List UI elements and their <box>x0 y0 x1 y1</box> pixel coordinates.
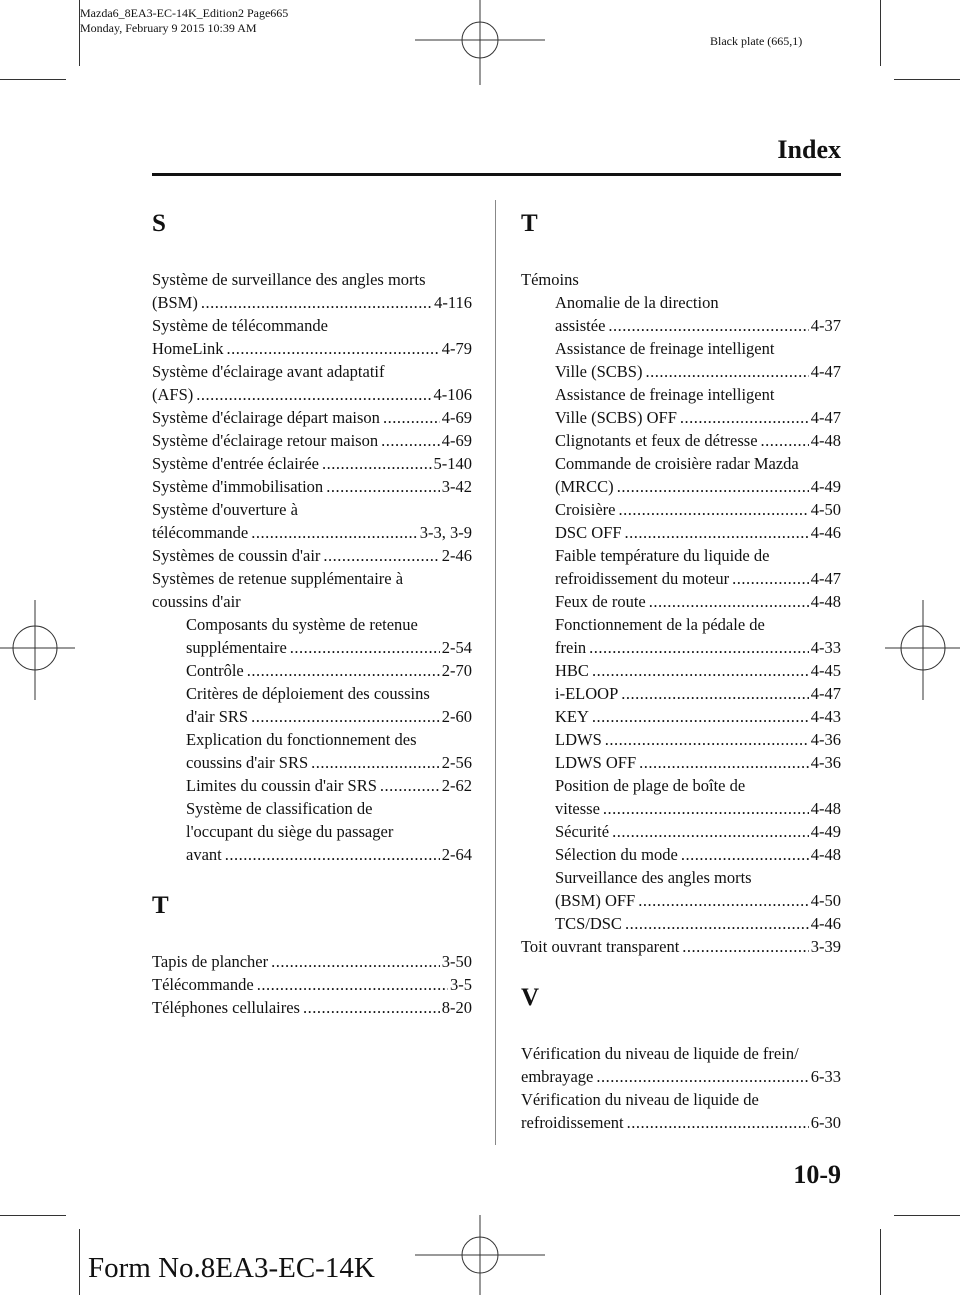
index-entry <box>521 843 841 866</box>
page-reference: 4-45 <box>810 661 841 680</box>
page-reference: 2-60 <box>441 707 472 726</box>
entry-row <box>521 1065 841 1088</box>
index-entry <box>521 1088 841 1134</box>
page-reference: 4-79 <box>441 339 472 358</box>
page-reference: 4-69 <box>441 431 472 450</box>
entry-text: LDWS OFF <box>555 753 637 772</box>
entry-text: TCS/DSC <box>555 914 622 933</box>
entry-row <box>521 935 841 958</box>
leader-dots <box>251 521 418 544</box>
page-reference: 4-50 <box>810 500 841 519</box>
leader-dots <box>645 360 808 383</box>
entry-row <box>555 360 841 383</box>
index-entry <box>152 544 472 567</box>
page-reference: 3-42 <box>441 477 472 496</box>
entry-row <box>555 498 841 521</box>
entry-text: Surveillance des angles morts <box>555 868 752 887</box>
entry-text: Ville (SCBS) OFF <box>555 408 677 427</box>
leader-dots <box>326 475 440 498</box>
page-reference: 3-50 <box>441 952 472 971</box>
section-letter: T <box>521 210 538 237</box>
leader-dots <box>311 751 440 774</box>
entry-text: embrayage <box>521 1067 594 1086</box>
crop-mark <box>79 0 80 66</box>
page-reference: 4-49 <box>810 822 841 841</box>
entry-row <box>555 659 841 682</box>
page-reference: 4-48 <box>810 845 841 864</box>
index-entry <box>521 1042 841 1088</box>
index-entry <box>152 613 472 659</box>
leader-dots <box>596 1065 808 1088</box>
registration-mark-bottom <box>415 1215 545 1295</box>
entry-text: Clignotants et feux de détresse <box>555 431 758 450</box>
leader-dots <box>627 1111 809 1134</box>
entry-text: Vérification du niveau de liquide de frein/ <box>521 1044 799 1063</box>
entry-text: Systèmes de coussin d'air <box>152 546 321 565</box>
entry-row <box>152 406 472 429</box>
entry-row <box>555 912 841 935</box>
page-number: 10-9 <box>793 1160 841 1189</box>
entry-text: Sécurité <box>555 822 610 841</box>
entry-row <box>152 429 472 452</box>
index-entry <box>521 935 841 958</box>
entry-text: d'air SRS <box>186 707 249 726</box>
page-reference: 4-33 <box>810 638 841 657</box>
entry-text: Système d'éclairage départ maison <box>152 408 380 427</box>
entry-text: Anomalie de la direction <box>555 293 719 312</box>
entry-row <box>555 682 841 705</box>
leader-dots <box>621 682 809 705</box>
entry-row <box>152 544 472 567</box>
entry-text: Feux de route <box>555 592 646 611</box>
index-entry <box>152 567 472 613</box>
entry-row <box>555 728 841 751</box>
leader-dots <box>592 705 809 728</box>
entry-text: Assistance de freinage intelligent <box>555 385 775 404</box>
index-entry <box>521 383 841 429</box>
entry-text: Explication du fonctionnement des <box>186 730 417 749</box>
entry-text: frein <box>555 638 587 657</box>
leader-dots <box>680 406 809 429</box>
entry-row <box>555 314 841 337</box>
leader-dots <box>290 636 440 659</box>
entry-text: Vérification du niveau de liquide de <box>521 1090 759 1109</box>
index-entry <box>521 452 841 498</box>
entry-text: LDWS <box>555 730 602 749</box>
entry-text: refroidissement du moteur <box>555 569 730 588</box>
entry-text: Systèmes de retenue supplémentaire à <box>152 569 404 588</box>
entry-row <box>555 889 841 912</box>
registration-mark-left <box>0 600 75 700</box>
entry-row <box>152 337 472 360</box>
page-reference: 4-47 <box>810 684 841 703</box>
leader-dots <box>257 973 448 996</box>
entry-row <box>152 521 472 544</box>
leader-dots <box>592 659 809 682</box>
entry-row <box>152 383 472 406</box>
entry-text: coussins d'air SRS <box>186 753 309 772</box>
index-column-left <box>152 212 472 1019</box>
leader-dots <box>383 406 440 429</box>
index-entry <box>521 498 841 521</box>
page-reference: 4-37 <box>810 316 841 335</box>
entry-text: Système de classification de <box>186 799 373 818</box>
page-reference: 8-20 <box>441 998 472 1017</box>
entry-text: Système de télécommande <box>152 316 328 335</box>
entry-text: Système de surveillance des angles morts <box>152 270 426 289</box>
entry-text: KEY <box>555 707 589 726</box>
running-header: Index <box>777 135 841 164</box>
entry-group-t <box>521 268 841 958</box>
entry-text: HBC <box>555 661 589 680</box>
file-name-line: Mazda6_8EA3-EC-14K_Edition2 Page665 <box>80 6 289 20</box>
entry-row <box>555 797 841 820</box>
entry-text: (BSM) <box>152 293 198 312</box>
entry-text: Composants du système de retenue <box>186 615 418 634</box>
page-reference: 3-39 <box>810 937 841 956</box>
entry-text: Faible température du liquide de <box>555 546 770 565</box>
leader-dots <box>612 820 809 843</box>
leader-dots <box>247 659 440 682</box>
page-reference: 4-36 <box>810 730 841 749</box>
page-reference: 4-47 <box>810 362 841 381</box>
index-entry <box>152 797 472 866</box>
leader-dots <box>603 797 809 820</box>
entry-text: Témoins <box>521 270 579 289</box>
plate-label: Black plate (665,1) <box>710 34 803 48</box>
registration-mark-top <box>415 0 545 90</box>
index-entry <box>152 682 472 728</box>
index-entry <box>152 429 472 452</box>
header-rule <box>152 173 841 176</box>
page-reference: 4-48 <box>810 592 841 611</box>
leader-dots <box>225 843 440 866</box>
leader-dots <box>589 636 809 659</box>
entry-row <box>555 429 841 452</box>
entry-text: l'occupant du siège du passager <box>186 822 394 841</box>
page-reference: 4-49 <box>810 477 841 496</box>
entry-text: supplémentaire <box>186 638 287 657</box>
entry-row <box>152 291 472 314</box>
page-reference: 4-46 <box>810 914 841 933</box>
page-reference: 4-69 <box>441 408 472 427</box>
page-reference: 2-56 <box>441 753 472 772</box>
form-number: Form No.8EA3-EC-14K <box>88 1252 375 1284</box>
leader-dots <box>618 498 808 521</box>
crop-mark <box>894 1215 960 1216</box>
leader-dots <box>625 521 809 544</box>
index-entry <box>152 452 472 475</box>
index-entry <box>521 268 841 291</box>
leader-dots <box>251 705 440 728</box>
entry-text: Télécommande <box>152 975 254 994</box>
leader-dots <box>617 475 809 498</box>
leader-dots <box>322 452 432 475</box>
page-reference: 2-70 <box>441 661 472 680</box>
page-reference: 4-36 <box>810 753 841 772</box>
crop-mark <box>79 1229 80 1295</box>
entry-text: avant <box>186 845 222 864</box>
entry-row <box>521 1111 841 1134</box>
leader-dots <box>271 950 440 973</box>
leader-dots <box>681 843 809 866</box>
leader-dots <box>608 314 808 337</box>
entry-row <box>555 567 841 590</box>
page-reference: 2-64 <box>441 845 472 864</box>
entry-row <box>555 590 841 613</box>
entry-text: coussins d'air <box>152 592 241 611</box>
page-reference: 4-47 <box>810 569 841 588</box>
index-entry <box>521 659 841 682</box>
index-entry <box>152 475 472 498</box>
entry-text: Tapis de plancher <box>152 952 269 971</box>
index-entry <box>521 820 841 843</box>
index-entry <box>521 705 841 728</box>
entry-text: vitesse <box>555 799 600 818</box>
entry-row <box>186 843 472 866</box>
index-entry <box>521 774 841 820</box>
page-reference: 2-54 <box>441 638 472 657</box>
leader-dots <box>227 337 440 360</box>
entry-row <box>555 406 841 429</box>
page-reference: 4-48 <box>810 431 841 450</box>
index-entry <box>152 774 472 797</box>
index-entry <box>521 751 841 774</box>
entry-text: (MRCC) <box>555 477 614 496</box>
entry-text: assistée <box>555 316 606 335</box>
page-reference: 3-5 <box>450 975 472 994</box>
section-letter: S <box>152 210 166 237</box>
index-entry <box>521 613 841 659</box>
index-entry <box>521 429 841 452</box>
page-reference: 4-48 <box>810 799 841 818</box>
section-letter: V <box>521 984 540 1011</box>
entry-row <box>555 636 841 659</box>
page-reference: 2-62 <box>441 776 472 795</box>
entry-row <box>152 996 472 1019</box>
page-reference: 4-50 <box>810 891 841 910</box>
registration-mark-right <box>885 600 960 700</box>
entry-text: Croisière <box>555 500 616 519</box>
entry-row <box>152 452 472 475</box>
index-entry <box>152 950 472 973</box>
entry-text: HomeLink <box>152 339 224 358</box>
index-entry <box>152 996 472 1019</box>
leader-dots <box>323 544 439 567</box>
entry-text: Commande de croisière radar Mazda <box>555 454 799 473</box>
entry-text: Système d'éclairage retour maison <box>152 431 379 450</box>
entry-row <box>555 475 841 498</box>
entry-row <box>152 475 472 498</box>
index-entry <box>521 728 841 751</box>
entry-text: Système d'éclairage avant adaptatif <box>152 362 385 381</box>
page-reference: 4-46 <box>810 523 841 542</box>
leader-dots <box>303 996 440 1019</box>
entry-text: télécommande <box>152 523 249 542</box>
index-entry <box>521 590 841 613</box>
file-info <box>80 6 288 36</box>
index-entry <box>152 406 472 429</box>
index-entry <box>152 498 472 544</box>
entry-row <box>152 950 472 973</box>
crop-mark <box>0 79 66 80</box>
index-entry <box>521 866 841 912</box>
crop-mark <box>880 0 881 66</box>
page-reference: 4-47 <box>810 408 841 427</box>
entry-text: Ville (SCBS) <box>555 362 643 381</box>
leader-dots <box>196 383 431 406</box>
entry-group-v <box>521 1042 841 1134</box>
crop-mark <box>880 1229 881 1295</box>
page-reference: 2-46 <box>441 546 472 565</box>
column-divider <box>495 200 496 1145</box>
entry-text: i-ELOOP <box>555 684 619 703</box>
entry-text: refroidissement <box>521 1113 624 1132</box>
entry-row <box>186 636 472 659</box>
page-reference: 4-106 <box>433 385 472 404</box>
leader-dots <box>201 291 432 314</box>
entry-text: Fonctionnement de la pédale de <box>555 615 765 634</box>
entry-row <box>555 751 841 774</box>
page-reference: 3-3, 3-9 <box>419 523 472 542</box>
entry-row <box>186 705 472 728</box>
page-reference: 4-116 <box>434 293 472 312</box>
index-entry <box>521 291 841 337</box>
entry-row <box>186 774 472 797</box>
index-entry <box>152 973 472 996</box>
entry-row <box>152 973 472 996</box>
entry-row <box>555 521 841 544</box>
page-reference: 5-140 <box>433 454 472 473</box>
entry-group-s <box>152 268 472 866</box>
index-entry <box>152 728 472 774</box>
leader-dots <box>381 429 440 452</box>
index-entry <box>521 682 841 705</box>
index-entry <box>521 521 841 544</box>
entry-row <box>555 820 841 843</box>
index-entry <box>152 268 472 314</box>
leader-dots <box>732 567 809 590</box>
entry-text: Sélection du mode <box>555 845 678 864</box>
leader-dots <box>649 590 809 613</box>
entry-group-t <box>152 950 472 1019</box>
leader-dots <box>605 728 809 751</box>
entry-text: Critères de déploiement des coussins <box>186 684 430 703</box>
entry-text: Système d'ouverture à <box>152 500 298 519</box>
leader-dots <box>761 429 809 452</box>
entry-row <box>555 843 841 866</box>
file-date-line: Monday, February 9 2015 10:39 AM <box>80 21 257 35</box>
page-reference: 6-30 <box>810 1113 841 1132</box>
entry-text: Système d'entrée éclairée <box>152 454 319 473</box>
entry-text: Téléphones cellulaires <box>152 998 300 1017</box>
index-entry <box>521 544 841 590</box>
crop-mark <box>0 1215 66 1216</box>
page-reference: 6-33 <box>810 1067 841 1086</box>
index-column-right <box>521 212 841 1134</box>
leader-dots <box>682 935 808 958</box>
entry-text: Contrôle <box>186 661 244 680</box>
index-entry <box>152 314 472 360</box>
index-entry <box>521 337 841 383</box>
index-entry <box>152 659 472 682</box>
entry-text: Système d'immobilisation <box>152 477 324 496</box>
entry-row <box>555 705 841 728</box>
entry-row <box>186 751 472 774</box>
entry-text: Assistance de freinage intelligent <box>555 339 775 358</box>
entry-text: Position de plage de boîte de <box>555 776 746 795</box>
leader-dots <box>625 912 809 935</box>
section-letter: T <box>152 892 169 919</box>
index-entry <box>152 360 472 406</box>
leader-dots <box>638 889 809 912</box>
index-entry <box>521 912 841 935</box>
page-reference: 4-43 <box>810 707 841 726</box>
entry-text: (AFS) <box>152 385 194 404</box>
entry-row <box>186 659 472 682</box>
entry-text: Limites du coussin d'air SRS <box>186 776 377 795</box>
leader-dots <box>639 751 809 774</box>
crop-mark <box>894 79 960 80</box>
entry-text: (BSM) OFF <box>555 891 636 910</box>
entry-text: DSC OFF <box>555 523 622 542</box>
leader-dots <box>380 774 440 797</box>
entry-text: Toit ouvrant transparent <box>521 937 680 956</box>
